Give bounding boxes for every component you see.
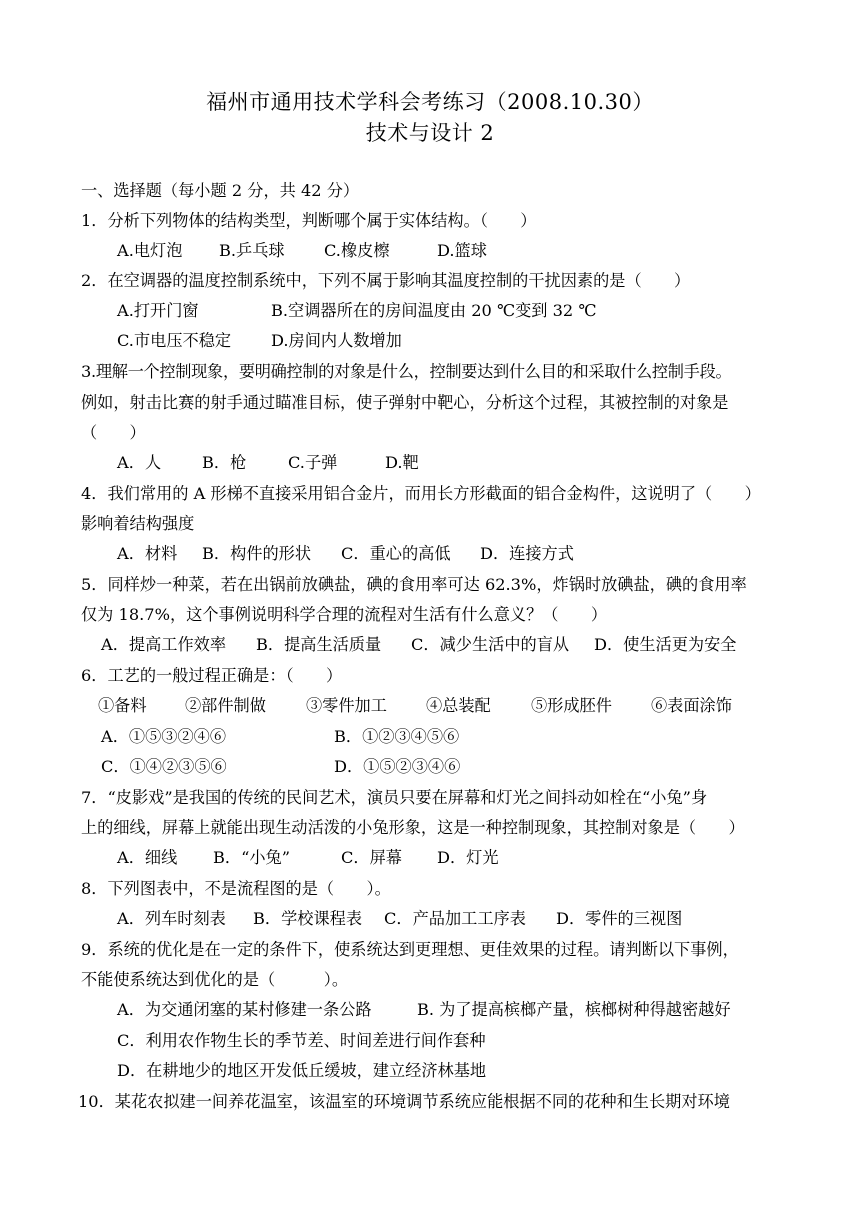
q6-step-1: ①备料 <box>98 696 147 715</box>
q1-option-a: A.电灯泡 <box>117 241 183 260</box>
q5-option-c: C．减少生活中的盲从 <box>411 635 570 654</box>
question-5-text: 仅为 18.7%，这个事例说明科学合理的流程对生活有什么意义？（ ） <box>81 605 608 624</box>
q5-option-d: D．使生活更为安全 <box>594 635 737 654</box>
q4-option-c: C．重心的高低 <box>341 544 451 563</box>
question-3-text: （ ） <box>81 423 146 442</box>
q7-option-c: C．屏幕 <box>341 848 402 867</box>
q6-option-c: C．①④②③⑤⑥ <box>101 757 227 776</box>
q2-option-d: D.房间内人数增加 <box>271 331 402 350</box>
q4-option-b: B．构件的形状 <box>202 544 312 563</box>
question-9-text: 不能使系统达到优化的是（ ）。 <box>81 970 349 989</box>
question-4-text: 影响着结构强度 <box>81 514 195 533</box>
q6-option-b: B．①②③④⑤⑥ <box>334 727 460 746</box>
q7-option-a: A．细线 <box>117 848 178 867</box>
q6-step-2: ②部件制做 <box>185 696 266 715</box>
q9-option-d: D．在耕地少的地区开发低丘缓坡，建立经济林基地 <box>117 1061 487 1080</box>
question-4-text: 4．我们常用的 A 形梯不直接采用铝合金片，而用长方形截面的铝合金构件，这说明了（ ） <box>81 484 761 503</box>
q8-option-c: C．产品加工工序表 <box>384 909 526 928</box>
page-title: 福州市通用技术学科会考练习（2008.10.30） <box>206 90 654 114</box>
q7-option-d: D．灯光 <box>437 848 499 867</box>
question-7-text: 7．“皮影戏”是我国的传统的民间艺术，演员只要在屏幕和灯光之间抖动如栓在“小兔”身 <box>81 788 708 807</box>
q1-option-b: B.乒乓球 <box>219 241 285 260</box>
section-heading: 一、选择题（每小题 2 分，共 42 分） <box>81 181 360 200</box>
question-7-text: 上的细线，屏幕上就能出现生动活泼的小兔形象，这是一种控制现象，其控制对象是（ ） <box>81 818 745 837</box>
q7-option-b: B．“小兔” <box>213 848 291 867</box>
q2-option-b: B.空调器所在的房间温度由 20 ℃变到 32 ℃ <box>271 301 597 320</box>
question-8-text: 8．下列图表中，不是流程图的是（ ）。 <box>81 879 391 898</box>
q4-option-a: A．材料 <box>117 544 178 563</box>
q8-option-a: A．列车时刻表 <box>117 909 226 928</box>
question-5-text: 5．同样炒一种菜，若在出锅前放碘盐，碘的食用率可达 62.3%，炸锅时放碘盐，碘的食用率 <box>81 575 747 594</box>
question-6-text: 6．工艺的一般过程正确是：（ ） <box>81 666 343 685</box>
question-3-text: 3.理解一个控制现象，要明确控制的对象是什么，控制要达到什么目的和采取什么控制手段。 <box>81 362 732 381</box>
q8-option-b: B．学校课程表 <box>253 909 363 928</box>
q3-option-a: A．人 <box>117 453 162 472</box>
question-1-text: 1．分析下列物体的结构类型，判断哪个属于实体结构。（ ） <box>81 211 537 230</box>
q2-option-c: C.市电压不稳定 <box>117 331 232 350</box>
q9-option-b: B. 为了提高槟榔产量，槟榔树种得越密越好 <box>417 1000 731 1019</box>
question-9-text: 9．系统的优化是在一定的条件下，使系统达到更理想、更佳效果的过程。请判断以下事例， <box>81 940 739 959</box>
q3-option-d: D.靶 <box>385 453 419 472</box>
question-3-text: 例如，射击比赛的射手通过瞄准目标，使子弹射中靶心，分析这个过程，其被控制的对象是 <box>81 393 729 412</box>
q3-option-c: C.子弹 <box>288 453 338 472</box>
question-10-text: 10．某花农拟建一间养花温室，该温室的环境调节系统应能根据不同的花种和生长期对环境 <box>78 1092 730 1111</box>
q6-option-d: D．①⑤②③④⑥ <box>334 757 461 776</box>
q6-step-6: ⑥表面涂饰 <box>651 696 732 715</box>
q4-option-d: D．连接方式 <box>480 544 574 563</box>
q9-option-a: A．为交通闭塞的某村修建一条公路 <box>117 1000 372 1019</box>
q6-step-4: ④总装配 <box>426 696 491 715</box>
q5-option-a: A．提高工作效率 <box>101 635 227 654</box>
q6-step-5: ⑤形成胚件 <box>531 696 612 715</box>
q6-option-a: A．①⑤③②④⑥ <box>101 727 227 746</box>
page-subtitle: 技术与设计 2 <box>365 121 495 145</box>
q5-option-b: B．提高生活质量 <box>256 635 382 654</box>
q8-option-d: D．零件的三视图 <box>556 909 683 928</box>
q3-option-b: B．枪 <box>202 453 247 472</box>
q1-option-d: D.篮球 <box>437 241 487 260</box>
q1-option-c: C.橡皮檫 <box>324 241 390 260</box>
question-2-text: 2．在空调器的温度控制系统中，下列不属于影响其温度控制的干扰因素的是（ ） <box>81 271 691 290</box>
q6-step-3: ③零件加工 <box>306 696 387 715</box>
q9-option-c: C．利用农作物生长的季节差、时间差进行间作套种 <box>117 1031 486 1050</box>
q2-option-a: A.打开门窗 <box>117 301 199 320</box>
